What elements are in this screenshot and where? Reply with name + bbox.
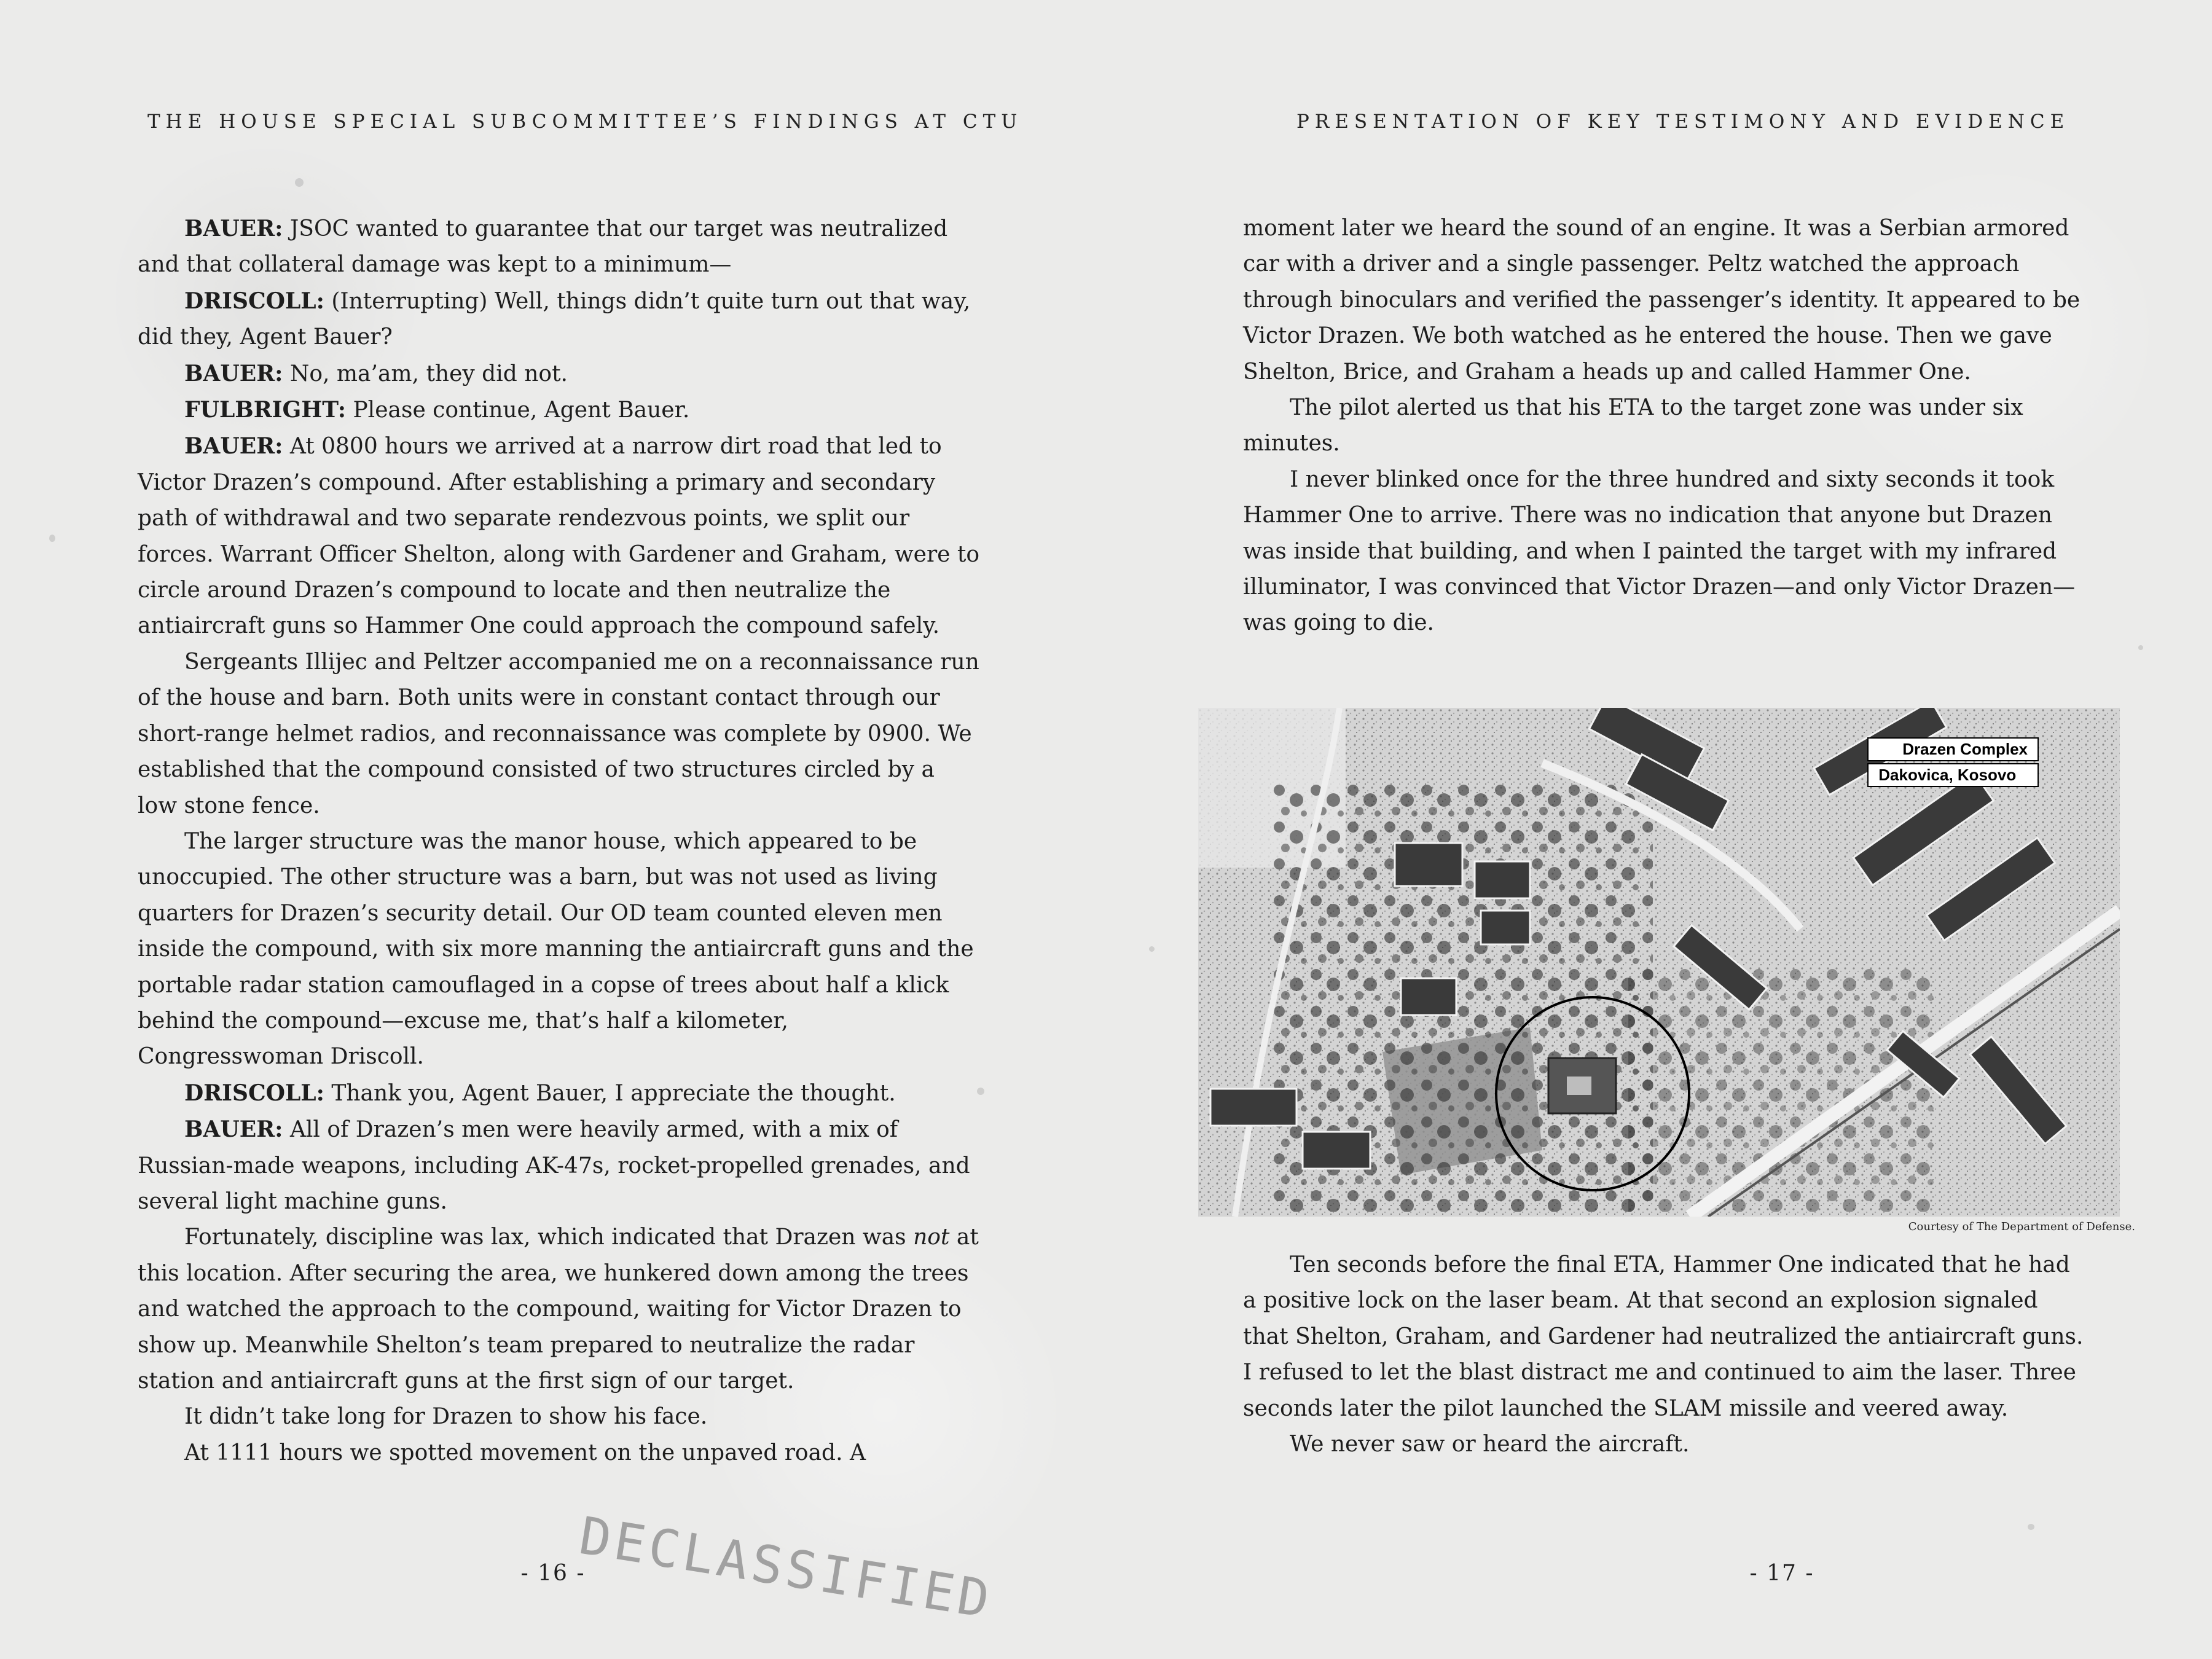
right-page [1106, 0, 2212, 1659]
paragraph [138, 428, 981, 644]
running-head: PRESENTATION OF KEY TESTIMONY AND EVIDENCE [1296, 111, 2070, 133]
speaker-label: DRISCOLL: [184, 288, 324, 314]
speaker-label: DRISCOLL: [184, 1080, 324, 1106]
paragraph: Ten seconds before the final ETA, Hammer One indicated that he had a positive lock on the laser beam. At that second an explosion signaled that Shelton, Graham, and Gardener had neutralized the antiaircraft guns. I refused to let the blast distract me and continued to aim the laser. Three seconds later the pilot launched the SLAM missile and veered away. [1243, 1252, 2084, 1421]
photo-credit: Courtesy of The Department of Defense. [1908, 1220, 2135, 1233]
aerial-photo [1198, 708, 2120, 1217]
speaker-label: FULBRIGHT: [184, 397, 347, 423]
emphasis-text: not [913, 1225, 950, 1250]
body-text [138, 211, 981, 1471]
running-head: THE HOUSE SPECIAL SUBCOMMITTEE’S FINDINGS AT CTU [147, 111, 1023, 133]
paragraph-text: No, ma’am, they did not. [283, 361, 568, 386]
paragraph-text: All of Drazen’s men were heavily armed, with a mix of Russian-made weapons, including AK-47s, rocket-propelled grenades, and several light machine guns. [138, 1117, 970, 1214]
paragraph-text: Fortunately, discipline was lax, which indicated that Drazen was [184, 1225, 914, 1250]
paragraph [138, 1075, 981, 1112]
body-text-bottom [1243, 1247, 2086, 1462]
paragraph-text: At 0800 hours we arrived at a narrow dirt road that led to Victor Drazen’s compound. After establishing a primary and secondary path of withdrawal and two separate rendezvous points, we split our forces. Warrant Officer Shelton, along with Gardener and Graham, were to circle around Drazen’s compound to locate and then neutralize the antiaircraft guns so Hammer One could approach the compound safely. [138, 434, 980, 639]
paragraph [138, 283, 981, 356]
callout-location: Dakovica, Kosovo [1867, 763, 2039, 787]
page-number: - 16 - [520, 1561, 586, 1586]
declassified-stamp: DECLASSIFIED [575, 1505, 997, 1630]
paragraph [138, 1220, 981, 1399]
paragraph [138, 356, 981, 392]
paragraph-text: (Interrupting) Well, things didn’t quite turn out that way, did they, Agent Bauer? [138, 288, 971, 350]
callout-title: Drazen Complex [1867, 737, 2039, 761]
speaker-label: BAUER: [184, 433, 283, 460]
paragraph: moment later we heard the sound of an engine. It was a Serbian armored car with a driver and a single passenger. Peltz watched the approach through binoculars and verified the passenger’s identity. It appeared to be Victor Drazen. We both watched as he entered the house. Then we gave Shelton, Brice, and Graham a heads up and called Hammer One. [1243, 216, 2081, 385]
paragraph [138, 392, 981, 428]
paragraph-text: Thank you, Agent Bauer, I appreciate the thought. [324, 1080, 896, 1106]
paragraph-text: JSOC wanted to guarantee that our target was neutralized and that collateral damage was kept to a minimum— [138, 216, 948, 278]
paragraph: At 1111 hours we spotted movement on the unpaved road. A [184, 1440, 866, 1465]
paragraph: I never blinked once for the three hundred and sixty seconds it took Hammer One to arrive. There was no indication that anyone but Drazen was inside that building, and when I painted the target with my infrared illuminator, I was convinced that Victor Drazen—and only Victor Drazen—was going to die. [1243, 466, 2076, 636]
photo-callout [1867, 737, 2039, 789]
paragraph [138, 211, 981, 283]
paragraph: The pilot alerted us that his ETA to the target zone was under six minutes. [1243, 395, 2023, 457]
speaker-label: BAUER: [184, 360, 283, 386]
paragraph: The larger structure was the manor house, which appeared to be unoccupied. The other structure was a barn, but was not used as living quarters for Drazen’s security detail. Our OD team counted eleven men inside the compound, with six more manning the antiaircraft guns and the portable radar station camouflaged in a copse of trees about half a klick behind the compound—excuse me, that’s half a kilometer, Congresswoman Driscoll. [138, 828, 974, 1070]
body-text-top [1243, 211, 2086, 641]
paragraph [138, 1112, 981, 1220]
paragraph: It didn’t take long for Drazen to show his face. [184, 1404, 708, 1430]
page-number: - 17 - [1749, 1561, 1814, 1586]
speaker-label: BAUER: [184, 1116, 283, 1143]
paragraph: Sergeants Illijec and Peltzer accompanied me on a reconnaissance run of the house and barn. Both units were in constant contact through our short-range helmet radios, and reconnaissance was complete by 0900. We established that the compound consisted of two structures circled by a low stone fence. [138, 649, 979, 818]
paragraph-text: at this location. After securing the area, we hunkered down among the trees and watched the approach to the compound, waiting for Victor Drazen to show up. Meanwhile Shelton’s team prepared to neutralize the radar station and antiaircraft guns at the first sign of our target. [138, 1225, 979, 1394]
paragraph: We never saw or heard the aircraft. [1290, 1432, 1690, 1457]
speaker-label: BAUER: [184, 216, 283, 241]
paragraph-text: Please continue, Agent Bauer. [346, 398, 690, 423]
